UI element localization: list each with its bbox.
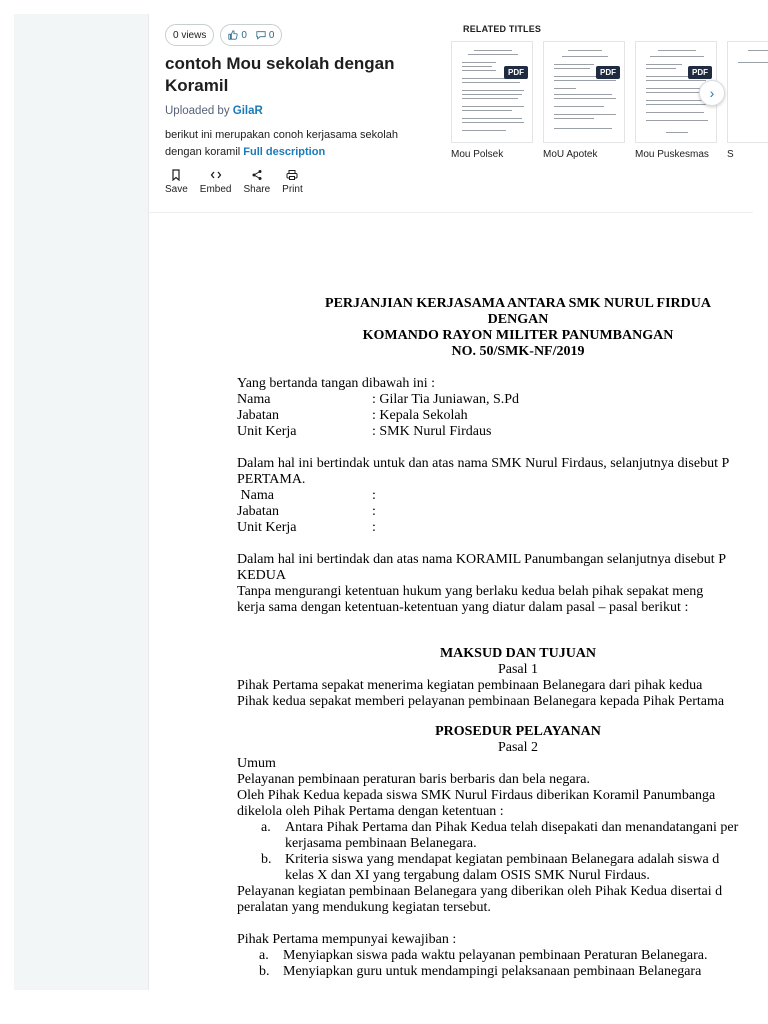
uploader-link[interactable]: GilaR bbox=[232, 105, 263, 117]
thumbnail-page[interactable] bbox=[451, 41, 533, 143]
doc-text: Tanpa mengurangi ketentuan hukum yang berlaku kedua belah pihak sepakat meng bbox=[237, 584, 704, 599]
field-key: Nama bbox=[237, 488, 274, 503]
doc-text: Pelayanan pembinaan peraturan baris berbaris dan bela negara. bbox=[237, 772, 590, 787]
save-button[interactable] bbox=[165, 169, 188, 195]
party1-row bbox=[237, 424, 768, 440]
field-value: : Kepala Sekolah bbox=[372, 408, 468, 423]
field-value: : SMK Nurul Firdaus bbox=[372, 424, 492, 439]
list-item bbox=[237, 964, 768, 980]
document-description bbox=[165, 127, 415, 160]
doc-text: kerja sama dengan ketentuan-ketentuan yang diatur dalam pasal – pasal berikut : bbox=[237, 600, 689, 615]
field-key: Unit Kerja bbox=[237, 520, 297, 535]
rating-pill[interactable] bbox=[220, 24, 282, 46]
doc-text: Pihak Pertama sepakat menerima kegiatan pembinaan Belanegara dari pihak kedua bbox=[237, 678, 703, 693]
list-text: Antara Pihak Pertama dan Pihak Kedua telah disepakati dan menandatangani per bbox=[285, 820, 739, 835]
party2-row bbox=[237, 488, 768, 504]
embed-button[interactable] bbox=[200, 169, 232, 195]
share-icon bbox=[251, 169, 263, 181]
list-item bbox=[237, 820, 768, 836]
related-item-title[interactable]: Mou Puskesmas bbox=[635, 149, 709, 160]
full-description-link[interactable]: Full description bbox=[243, 145, 326, 158]
field-key: Jabatan bbox=[237, 504, 279, 519]
related-item-title[interactable]: Mou Polsek bbox=[451, 149, 504, 160]
doc-text: Pihak Pertama mempunyai kewajiban : bbox=[237, 932, 457, 947]
views-count: 0 views bbox=[173, 29, 207, 41]
print-label: Print bbox=[282, 184, 303, 195]
embed-label: Embed bbox=[199, 184, 232, 195]
section-title: PROSEDUR PELAYANAN bbox=[435, 724, 601, 739]
description-text: berikut ini merupakan conoh kerjasama sekolah dengan koramil bbox=[165, 129, 398, 158]
uploader-line bbox=[165, 105, 445, 117]
thumbnail-page[interactable] bbox=[727, 41, 768, 143]
doc-text: dikelola oleh Pihak Pertama dengan ketentuan : bbox=[237, 804, 504, 819]
list-marker: b. bbox=[261, 852, 272, 867]
doc-text: Pelayanan kegiatan pembinaan Belanegara yang diberikan oleh Pihak Kedua disertai d bbox=[237, 884, 723, 899]
print-button[interactable] bbox=[282, 169, 303, 195]
print-icon bbox=[286, 169, 298, 181]
divider bbox=[149, 212, 753, 213]
related-item[interactable] bbox=[451, 41, 533, 160]
thumbnail-page[interactable] bbox=[543, 41, 625, 143]
share-label: Share bbox=[243, 184, 271, 195]
rail-border bbox=[148, 14, 149, 990]
list-text-cont: kerjasama pembinaan Belanegara. bbox=[285, 836, 477, 851]
comment-icon[interactable] bbox=[256, 30, 266, 40]
likes-count: 0 bbox=[241, 29, 247, 41]
list-marker: b. bbox=[259, 964, 270, 979]
list-text-cont: kelas X dan XI yang tergabung dalam OSIS SMK Nurul Firdaus. bbox=[285, 868, 650, 883]
chevron-right-icon: › bbox=[709, 85, 715, 101]
party1-row bbox=[237, 408, 768, 424]
doc-text: peralatan yang mendukung kegiatan tersebut. bbox=[237, 900, 491, 915]
doc-text: Yang bertanda tangan dibawah ini : bbox=[237, 376, 436, 391]
field-value: : bbox=[372, 488, 376, 503]
related-item-title[interactable]: S bbox=[727, 149, 734, 160]
related-item-title[interactable]: MoU Apotek bbox=[543, 149, 598, 160]
thumbs-up-icon[interactable] bbox=[228, 30, 238, 40]
pdf-badge: PDF bbox=[688, 66, 712, 79]
uploaded-by-label: Uploaded by bbox=[165, 105, 230, 117]
doc-text: Umum bbox=[237, 756, 276, 771]
related-heading: RELATED TITLES bbox=[463, 24, 542, 34]
views-pill bbox=[165, 24, 214, 46]
party2-row bbox=[237, 504, 768, 520]
doc-text: KEDUA bbox=[237, 568, 286, 583]
doc-text: Pihak kedua sepakat memberi pelayanan pembinaan Belanegara kepada Pihak Pertama bbox=[237, 694, 725, 709]
list-marker: a. bbox=[261, 820, 271, 835]
save-label: Save bbox=[165, 184, 188, 195]
doc-text: Oleh Pihak Kedua kepada siswa SMK Nurul Firdaus diberikan Koramil Panumbanga bbox=[237, 788, 716, 803]
list-text: Menyiapkan siswa pada waktu pelayanan pembinaan Peraturan Belanegara. bbox=[283, 948, 708, 963]
list-marker: a. bbox=[259, 948, 269, 963]
field-value: : bbox=[372, 520, 376, 535]
share-button[interactable] bbox=[243, 169, 270, 195]
doc-heading-line: PERJANJIAN KERJASAMA ANTARA SMK NURUL FIRDUA bbox=[325, 296, 711, 311]
field-value: : Gilar Tia Juniawan, S.Pd bbox=[372, 392, 520, 407]
code-icon bbox=[210, 169, 222, 181]
document-meta bbox=[165, 24, 445, 195]
doc-text: Dalam hal ini bertindak untuk dan atas nama SMK Nurul Firdaus, selanjutnya disebut P bbox=[237, 456, 730, 471]
pdf-badge: PDF bbox=[504, 66, 528, 79]
doc-heading-line: KOMANDO RAYON MILITER PANUMBANGAN bbox=[362, 328, 674, 343]
comments-count: 0 bbox=[268, 29, 275, 41]
section-title: MAKSUD DAN TUJUAN bbox=[439, 646, 597, 661]
party2-row bbox=[237, 520, 768, 536]
list-text: Menyiapkan guru untuk mendampingi pelaksanaan pembinaan Belanegara bbox=[283, 964, 702, 979]
related-item[interactable] bbox=[543, 41, 625, 160]
field-key: Jabatan bbox=[237, 408, 279, 423]
action-bar bbox=[165, 169, 445, 195]
document-title: contoh Mou sekolah dengan Koramil bbox=[165, 54, 395, 95]
document-page bbox=[237, 296, 768, 990]
list-item bbox=[237, 948, 768, 964]
bookmark-icon bbox=[170, 169, 182, 181]
field-value: : bbox=[372, 504, 376, 519]
field-key: Nama bbox=[237, 392, 271, 407]
left-rail bbox=[14, 14, 148, 990]
doc-heading-line: DENGAN bbox=[487, 312, 549, 327]
party1-row bbox=[237, 392, 768, 408]
doc-heading-line: NO. 50/SMK-NF/2019 bbox=[451, 344, 585, 359]
doc-text: Dalam hal ini bertindak dan atas nama KORAMIL Panumbangan selanjutnya disebut P bbox=[237, 552, 726, 567]
list-text: Kriteria siswa yang mendapat kegiatan pembinaan Belanegara adalah siswa d bbox=[285, 852, 720, 867]
carousel-next-button[interactable] bbox=[699, 80, 725, 106]
section-pasal: Pasal 1 bbox=[497, 662, 539, 677]
section-pasal: Pasal 2 bbox=[497, 740, 539, 755]
field-key: Unit Kerja bbox=[237, 424, 297, 439]
list-item bbox=[237, 852, 768, 868]
doc-text: PERTAMA. bbox=[237, 472, 306, 487]
stats-bar bbox=[165, 24, 445, 46]
related-item[interactable] bbox=[727, 41, 768, 160]
pdf-badge: PDF bbox=[596, 66, 620, 79]
